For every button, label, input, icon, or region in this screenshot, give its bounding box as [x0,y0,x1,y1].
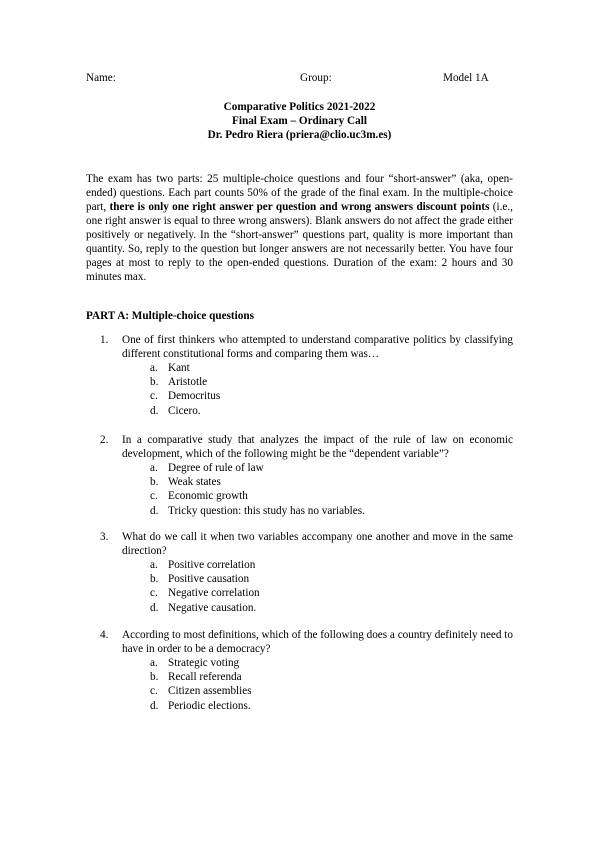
option-text: Degree of rule of law [168,462,264,474]
question-3 [100,530,513,615]
option-text: Cicero. [168,404,201,417]
option-text: Strategic voting [168,657,240,669]
option-letter: b. [150,376,159,389]
option [150,389,513,403]
option-letter: c. [150,685,158,698]
option-text: Aristotle [168,376,208,389]
option [150,572,513,586]
option-text: Positive causation [168,573,250,586]
option [150,461,513,475]
option-text: Positive correlation [168,559,256,571]
option-letter: b. [150,671,159,684]
option-text: Negative causation. [168,601,257,614]
question-1 [100,333,513,418]
exam-subtitle: Final Exam – Ordinary Call [232,115,367,127]
option-text: Kant [168,362,190,374]
instructions-text-2: (i.e., one right answer is equal to three wrong answers). Blank answers do not affect the grade either positively or negatively. In the “short-answer” questions part, quality is more important than quantity. So, reply to the question but longer answers are not necessarily better. You have four pages at most to reply to the open-ended questions. Duration of the exam: 2 hours and 30 minutes max. [86,201,513,283]
option [150,475,513,489]
option-text: Periodic elections. [168,699,251,712]
option-letter: d. [150,404,159,417]
option [150,684,513,698]
option-letter: a. [150,462,158,474]
option-letter: b. [150,476,159,489]
question-text: What do we call it when two variables accompany one another and move in the same direction? [122,531,513,557]
option-text: Economic growth [168,490,248,503]
option-text: Weak states [168,476,221,489]
question-2 [100,433,513,518]
question-number: 2. [100,434,109,446]
option-letter: b. [150,573,159,586]
option-letter: a. [150,657,158,669]
option-letter: c. [150,587,158,600]
instructions-bold: there is only one right answer per question and wrong answers discount points [109,201,490,213]
option [150,656,513,670]
options-list [150,361,513,418]
option-letter: c. [150,390,158,403]
option-text: Negative correlation [168,587,260,600]
options-list [150,656,513,713]
option [150,558,513,572]
instructions-text-1: The exam has two parts: 25 multiple-choice questions and four “short-answer” (aka, open-ended) questions. Each part counts 50% of the grade of the final exam. In the multiple-choice part, [86,173,513,213]
group-label: Group: [300,72,332,84]
option-letter: c. [150,490,158,503]
option [150,670,513,684]
question-number: 3. [100,531,109,543]
option-letter: a. [150,559,158,571]
option-letter: d. [150,699,159,712]
option [150,586,513,600]
option-letter: d. [150,601,159,614]
option [150,375,513,389]
question-text: One of first thinkers who attempted to understand comparative politics by classifying different constitutional forms and comparing them was… [122,334,513,360]
name-label: Name: [86,72,116,84]
option-text: Democritus [168,390,221,403]
part-a-heading: PART A: Multiple-choice questions [86,310,254,322]
instructor-line: Dr. Pedro Riera (priera@clio.uc3m.es) [207,129,392,141]
option-letter: d. [150,504,159,517]
course-title: Comparative Politics 2021-2022 [223,101,376,113]
question-4 [100,628,513,713]
option [150,504,513,518]
option-letter: a. [150,362,158,374]
question-number: 1. [100,334,109,346]
option-text: Recall referenda [168,671,242,684]
option [150,601,513,615]
option-text: Tricky question: this study has no variables. [168,504,365,517]
options-list [150,461,513,518]
question-text: According to most definitions, which of the following does a country definitely need to have in order to be a democracy? [122,629,513,655]
option-text: Citizen assemblies [168,685,252,698]
options-list [150,558,513,615]
exam-title [86,100,513,142]
option [150,361,513,375]
question-number: 4. [100,629,109,641]
instructions-paragraph [86,172,513,284]
question-text: In a comparative study that analyzes the impact of the rule of law on economic development, which of the following might be the “dependent variable”? [122,434,513,460]
option [150,404,513,418]
model-label: Model 1A [443,72,489,84]
option [150,489,513,503]
option [150,699,513,713]
